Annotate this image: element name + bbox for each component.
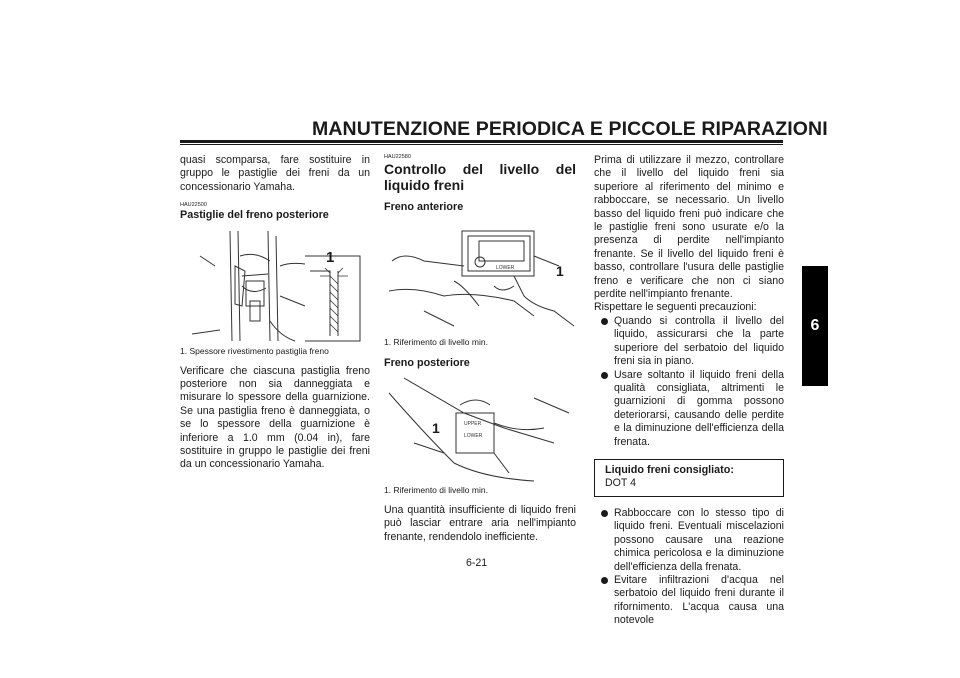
bullet-icon — [601, 318, 608, 325]
bullet-icon — [601, 372, 608, 379]
front-caption: 1. Riferimento di livello min. — [384, 337, 488, 348]
rear-brake-subhead: Freno posteriore — [384, 357, 470, 370]
fig1-callout: 1 — [326, 248, 335, 266]
page-number: 6-21 — [466, 557, 488, 569]
col3-paragraph-1: Prima di utilizzare il mezzo, controllare che il livello del liquido freni sia superiore al riferimento del minimo e rabboccare, se necessario. Un livello basso del liquido freni può indicare che le pastiglie freni sono usurate e/o la presenza di perdite nell'impianto frenante. Se il livello del liquido freni è basso, controllare l'usura delle pastiglie freno e verificare che non ci siano perdite nell'impianto frenante. — [594, 154, 784, 301]
list-item: Evitare infiltrazioni d'acqua nel serbatoio del liquido freni durante il rifornimento. L'acqua causa una notevole — [594, 574, 784, 628]
front-brake-reservoir-illustration — [384, 216, 576, 334]
column-1 — [180, 154, 370, 472]
front-brake-subhead: Freno anteriore — [384, 201, 464, 213]
fig-rear-lower-mark: LOWER — [464, 432, 483, 439]
fig-front-lower-mark: LOWER — [496, 265, 515, 272]
bullet-icon — [601, 510, 608, 517]
col1-caption: 1. Spessore rivestimento pastiglia freno — [180, 345, 329, 356]
precautions-list-b — [594, 507, 784, 628]
rear-brake-pad-illustration — [180, 226, 370, 344]
rear-brake-pad-figure — [180, 226, 370, 344]
chapter-tab[interactable]: 6 — [802, 266, 828, 386]
col1-code: HAU22500 — [180, 202, 207, 209]
fig-rear-callout: 1 — [432, 419, 440, 436]
col2-paragraph: Una quantità insufficiente di liquido freni può lasciar entrare aria nell'impianto frenante, rendendolo inefficiente. — [384, 503, 576, 543]
col3-paragraph-2: Rispettare le seguenti precauzioni: — [594, 301, 757, 314]
fig-front-callout: 1 — [556, 263, 564, 280]
header-rule — [180, 140, 783, 143]
front-brake-figure — [384, 216, 576, 334]
fig-rear-upper-mark: UPPER — [464, 420, 482, 427]
rear-brake-reservoir-illustration — [384, 373, 576, 483]
column-3 — [594, 154, 784, 628]
header-rule-thin — [180, 144, 783, 145]
section-title: Controllo del livello del liquido freni — [384, 161, 576, 193]
spec-title: Liquido freni consigliato: — [605, 463, 734, 476]
rear-brake-figure — [384, 373, 576, 483]
recommended-fluid-box — [594, 459, 784, 497]
list-item: Quando si controlla il livello del liquido, assicurarsi che la parte superiore del serbatoio del liquido freni sia in piano. — [594, 315, 784, 369]
rear-caption: 1. Riferimento di livello min. — [384, 484, 488, 495]
list-item: Usare soltanto il liquido freni della qualità consigliata, altrimenti le guarnizioni di gomma possono deteriorarsi, causando delle perdite e la diminuzione dell'efficienza della frenata. — [594, 369, 784, 449]
precautions-list-a — [594, 315, 784, 449]
col1-subhead: Pastiglie del freno posteriore — [180, 209, 329, 222]
list-item: Rabboccare con lo stesso tipo di liquido freni. Eventuali miscelazioni possono causare una reazione chimica pericolosa e la diminuzione dell'efficienza della frenata. — [594, 507, 784, 574]
bullet-icon — [601, 577, 608, 584]
column-2 — [384, 154, 576, 544]
page-header-title: MANUTENZIONE PERIODICA E PICCOLE RIPARAZIONI — [312, 118, 828, 140]
spec-value: DOT 4 — [605, 476, 637, 489]
col1-paragraph-2: Verificare che ciascuna pastiglia freno posteriore non sia danneggiata e misurare lo spessore della guarnizione. Se una pastiglia freno è danneggiata, o se lo spessore della guarnizione è inferiore a 1.0 mm (0.04 in), fare sostituire in gruppo le pastiglie dei freni da un concessionario Yamaha. — [180, 364, 370, 471]
col2-code: HAU22580 — [384, 154, 411, 160]
col1-paragraph-1: quasi scomparsa, fare sostituire in gruppo le pastiglie dei freni da un concessionario Yamaha. — [180, 154, 370, 193]
